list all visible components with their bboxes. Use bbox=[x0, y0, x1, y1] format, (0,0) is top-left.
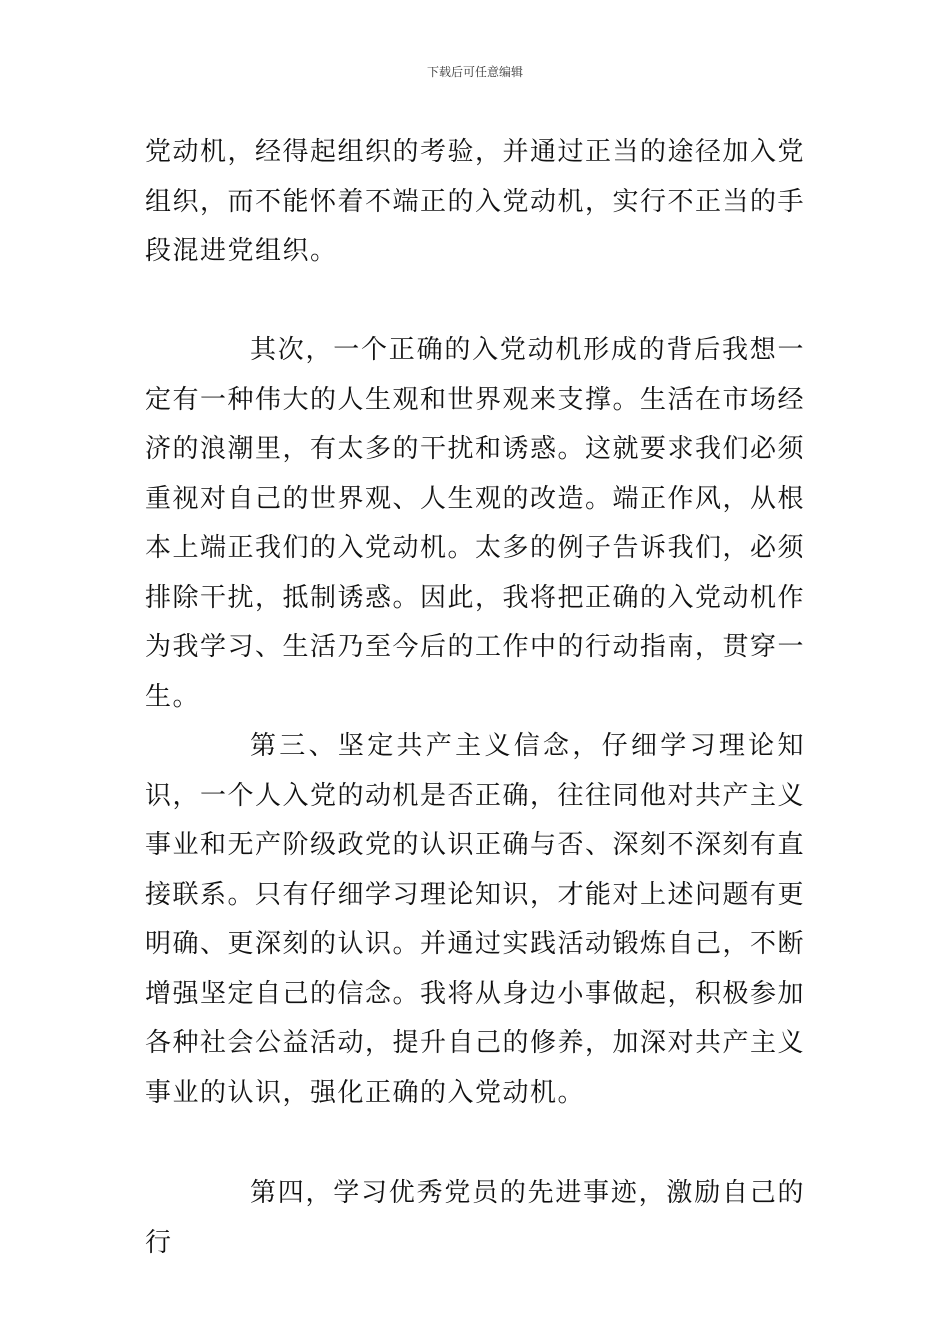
paragraph-fourth-point: 第四，学习优秀党员的先进事迹，激励自己的行 bbox=[145, 1178, 805, 1258]
paragraph-second-point: 其次，一个正确的入党动机形成的背后我想一定有一种伟大的人生观和世界观来支撑。生活在市场经济的浪潮里，有太多的干扰和诱惑。这就要求我们必须重视对自己的世界观、人生观的改造。端正作风，从根本上端正我们的入党动机。太多的例子告诉我们，必须排除干扰，抵制诱惑。因此，我将把正确的入党动机作为我学习、生活乃至今后的工作中的行动指南，贯穿一生。 bbox=[145, 335, 806, 712]
paragraph-continuation: 党动机，经得起组织的考验，并通过正当的途径加入党组织，而不能怀着不端正的入党动机，实行不正当的手段混进党组织。 bbox=[145, 137, 806, 266]
page-header-note: 下载后可任意编辑 bbox=[426, 65, 523, 79]
paragraph-third-point: 第三、坚定共产主义信念，仔细学习理论知识，一个人入党的动机是否正确，往往同他对共产主义事业和无产阶级政党的认识正确与否、深刻不深刻有直接联系。只有仔细学习理论知识，才能对上述问题有更明确、更深刻的认识。并通过实践活动锻炼自己，不断增强坚定自己的信念。我将从身边小事做起，积极参加各种社会公益活动，提升自己的修养，加深对共产主义事业的认识，强化正确的入党动机。 bbox=[145, 731, 806, 1108]
